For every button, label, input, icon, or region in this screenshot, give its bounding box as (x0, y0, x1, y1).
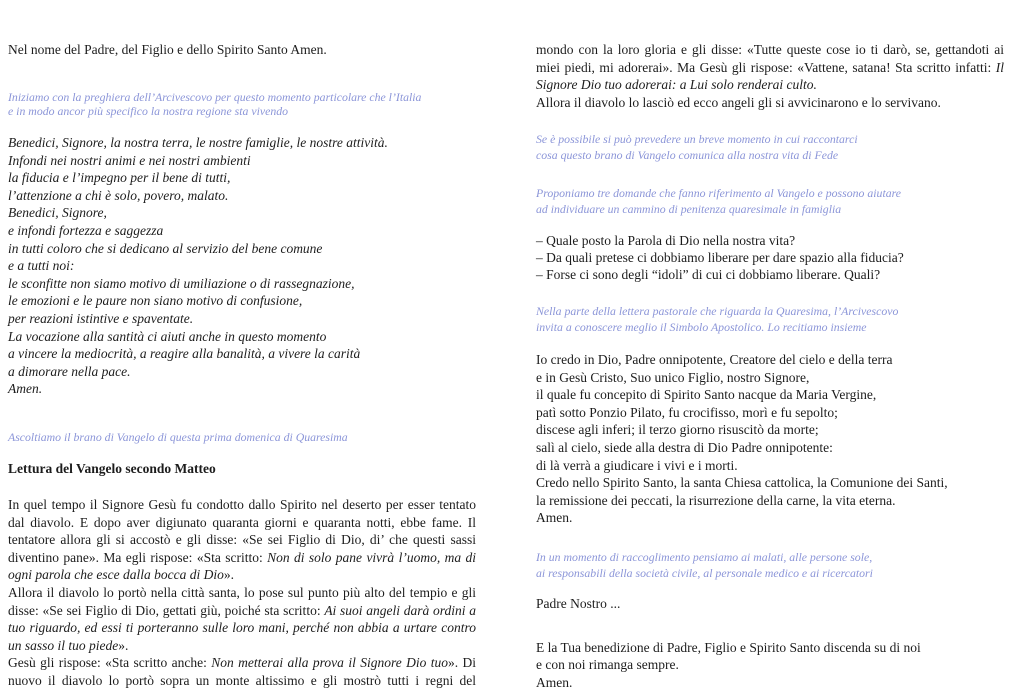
closing-blessing (536, 639, 1004, 691)
gospel-line (8, 531, 476, 549)
creed-instruction-note (536, 304, 1004, 335)
creed-line: Credo nello Spirito Santo, la santa Chiesa cattolica, la Comunione dei Santi, (536, 475, 948, 491)
gospel-text: nuovo il diavolo lo portò sopra un monte altissimo e gli mostrò tutti i regni del (8, 672, 476, 688)
gospel-text: mondo con la loro gloria e gli disse: «Tutte queste cose io ti darò, se, gettandoti ai (536, 42, 1004, 57)
creed-line: Amen. (536, 510, 573, 526)
gospel-line (8, 549, 476, 567)
prayer-line: Infondi nei nostri animi e nei nostri ambienti (8, 152, 251, 168)
gospel-line (8, 584, 476, 602)
gospel-line (8, 496, 476, 514)
prayer-line: e a tutti noi: (8, 258, 75, 274)
scripture-quote: Signore Dio tuo adorerai: a Lui solo renderai culto. (536, 77, 817, 93)
gospel-text: tentatore allora gli si accostò e gli disse: «Se sei Figlio di Dio, di’ che questi sassi (8, 532, 476, 548)
prayer-line: a dimorare nella pace. (8, 363, 131, 379)
gospel-text: disse: «Se sei Figlio di Dio, gettati giù, poiché sta scritto: (8, 602, 325, 618)
creed-line: e in Gesù Cristo, Suo unico Figlio, nostro Signore, (536, 369, 810, 385)
gospel-text: ». (118, 637, 129, 653)
creed-line: patì sotto Ponzio Pilato, fu crocifisso, morì e fu sepolto; (536, 404, 838, 420)
gospel-instruction-note: Ascoltiamo il brano di Vangelo di questa prima domenica di Quaresima (8, 430, 348, 444)
gospel-text: ». Di (447, 655, 476, 671)
note-line: Nella parte della lettera pastorale che riguarda la Quaresima, l’Arcivescovo (536, 304, 899, 318)
gospel-line (536, 59, 1004, 77)
gospel-text: miei piedi, mi adorerai». Ma Gesù gli rispose: «Vattene, satana! Sta scritto infatti: (536, 59, 996, 75)
scripture-quote: Non metterai alla prova il Signore Dio tuo (211, 655, 448, 671)
gospel-line (8, 672, 476, 690)
blessing-line: Amen. (536, 674, 573, 690)
gospel-line (536, 76, 1004, 94)
note-line: Se è possibile si può prevedere un breve momento in cui raccontarci (536, 132, 858, 146)
gospel-reading (8, 496, 476, 690)
intro-instruction-note (8, 90, 476, 118)
note-line: Proponiamo tre domande che fanno riferimento al Vangelo e possono aiutare (536, 186, 902, 200)
scripture-quote: un sasso il tuo piede (8, 637, 119, 653)
note-line: Iniziamo con la preghiera dell’Arcivescovo per questo momento particolare che l’Italia (8, 90, 422, 104)
prayer-line: per reazioni istintive e spaventate. (8, 310, 194, 326)
gospel-reading-continued (536, 41, 1004, 111)
gospel-text: diventino pane». Ma egli rispose: «Sta scritto: (8, 549, 268, 565)
prayer-line: Benedici, Signore, (8, 205, 107, 221)
gospel-line (8, 654, 476, 672)
right-column (536, 0, 1004, 692)
note-line: cosa questo brano di Vangelo comunica alla nostra vita di Fede (536, 148, 839, 162)
note-line: In un momento di raccoglimento pensiamo ai malati, alle persone sole, (536, 550, 873, 564)
prayer-line: a vincere la mediocrità, a reagire alla banalità, a vivere la carità (8, 346, 361, 362)
gospel-title: Lettura del Vangelo secondo Matteo (8, 461, 216, 476)
gospel-line (536, 94, 1004, 112)
scripture-quote: Ai suoi angeli darà ordini a (324, 602, 476, 618)
reflection-questions (536, 232, 1004, 284)
question-item: – Da quali pretese ci dobbiamo liberare per dare spazio alla fiducia? (536, 250, 904, 266)
question-item: – Forse ci sono degli “idoli” di cui ci dobbiamo liberare. Quali? (536, 267, 881, 283)
question-item: – Quale posto la Parola di Dio nella nostra vita? (536, 233, 796, 248)
creed-line: di là verrà a giudicare i vivi e i morti. (536, 457, 738, 473)
gospel-text: In quel tempo il Signore Gesù fu condotto dallo Spirito nel deserto per esser tentato (8, 497, 476, 512)
gospel-line (8, 619, 476, 637)
creed-line: salì al cielo, siede alla destra di Dio Padre onnipotente: (536, 439, 833, 455)
creed-line: Io credo in Dio, Padre onnipotente, Creatore del cielo e della terra (536, 352, 893, 367)
scripture-quote: Il (995, 59, 1004, 75)
prayer-line: la fiducia e l’impegno per il bene di tutti, (8, 170, 231, 186)
opening-invocation: Nel nome del Padre, del Figlio e dello Spirito Santo Amen. (8, 42, 327, 57)
gospel-text: Allora il diavolo lo lasciò ed ecco angeli gli si avvicinarono e lo servivano. (536, 94, 941, 110)
prayer-line: La vocazione alla santità ci aiuti anche in questo momento (8, 328, 327, 344)
prayer-line: le sconfitte non siamo motivo di umiliazione o di rassegnazione, (8, 275, 355, 291)
sharing-instruction-note (536, 131, 1004, 163)
prayer-line: Amen. (8, 381, 43, 397)
our-father-prayer: Padre Nostro ... (536, 596, 621, 611)
note-line: e in modo ancor più specifico la nostra regione sta vivendo (8, 104, 289, 118)
prayer-line: in tutti coloro che si dedicano al servizio del bene comune (8, 240, 323, 256)
blessing-line: E la Tua benedizione di Padre, Figlio e Spirito Santo discenda su di noi (536, 640, 921, 655)
creed-line: il quale fu concepito di Spirito Santo nacque da Maria Vergine, (536, 387, 877, 403)
apostles-creed (536, 351, 1004, 527)
gospel-text: dal diavolo. E dopo aver digiunato quaranta giorni e quaranta notti, ebbe fame. Il (8, 514, 476, 530)
creed-line: la remissione dei peccati, la risurrezione della carne, la vita eterna. (536, 492, 896, 508)
gospel-line (8, 637, 476, 655)
prayer-line: e infondi fortezza e saggezza (8, 222, 164, 238)
intercession-instruction-note (536, 549, 1004, 581)
gospel-text: Allora il diavolo lo portò nella città santa, lo pose sul punto più alto del tempio e gli (8, 584, 476, 600)
gospel-line (8, 566, 476, 584)
archbishop-prayer (8, 134, 476, 398)
prayer-line: l’attenzione a chi è solo, povero, malato. (8, 187, 229, 203)
gospel-text: ». (223, 567, 234, 583)
note-line: invita a conoscere meglio il Simbolo Apostolico. Lo recitiamo insieme (536, 319, 867, 334)
left-column (8, 0, 476, 692)
note-line: ad individuare un cammino di penitenza quaresimale in famiglia (536, 202, 842, 216)
prayer-line: Benedici, Signore, la nostra terra, le nostre famiglie, le nostre attività. (8, 135, 388, 150)
gospel-line (8, 602, 476, 620)
scripture-quote: Non di solo pane vivrà l’uomo, ma di (267, 549, 476, 565)
note-line: ai responsabili della società civile, al personale medico e ai ricercatori (536, 566, 873, 580)
blessing-line: e con noi rimanga sempre. (536, 657, 679, 673)
scripture-quote: ogni parola che esce dalla bocca di Dio (8, 567, 224, 583)
creed-line: discese agli inferi; il terzo giorno risuscitò da morte; (536, 422, 819, 438)
gospel-text: Gesù gli rispose: «Sta scritto anche: (8, 655, 212, 671)
gospel-line (8, 514, 476, 532)
questions-instruction-note (536, 185, 1004, 217)
scripture-quote: tuo riguardo, ed essi ti porteranno sulle loro mani, perché non abbia a urtare contro (8, 620, 476, 636)
prayer-line: le emozioni e le paure non siano motivo di confusione, (8, 293, 303, 309)
gospel-line (536, 41, 1004, 59)
